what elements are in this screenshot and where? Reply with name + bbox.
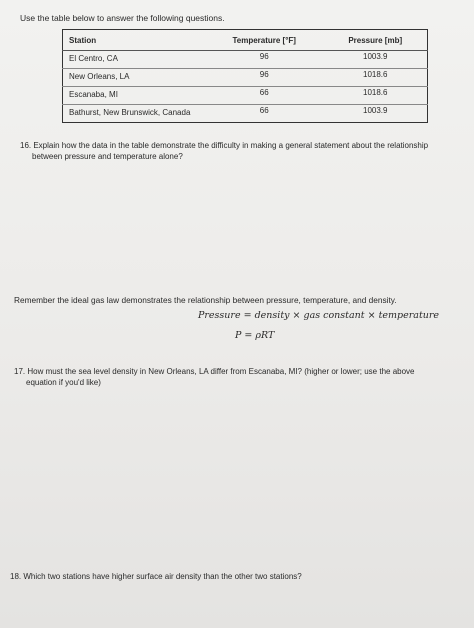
pressure-cell: 1018.6 (323, 69, 427, 87)
ideal-gas-law-note: Remember the ideal gas law demonstrates the relationship between pressure, temperature, and density. (14, 295, 397, 305)
station-cell: Escanaba, MI (63, 87, 206, 105)
question-16-line2: between pressure and temperature alone? (32, 152, 183, 161)
temperature-cell: 66 (205, 87, 323, 105)
question-17-line2: equation if you'd like) (26, 378, 101, 387)
station-cell: New Orleans, LA (63, 69, 206, 87)
station-cell: Bathurst, New Brunswick, Canada (63, 105, 206, 123)
table-row (63, 51, 428, 69)
ideal-gas-equation-words: Pressure = density × gas constant × temperature (198, 310, 440, 321)
pressure-cell: 1003.9 (323, 51, 427, 69)
temperature-cell: 66 (205, 105, 323, 123)
table-row (63, 69, 428, 87)
table-row (63, 87, 428, 105)
question-17 (14, 366, 464, 388)
ideal-gas-equation-symbols: P = ρRT (235, 330, 275, 341)
header-temperature: Temperature [°F] (205, 30, 323, 51)
question-17-line1: 17. How must the sea level density in New Orleans, LA differ from Escanaba, MI? (higher or lower; use the above (14, 367, 415, 376)
question-16-line1: 16. Explain how the data in the table demonstrate the difficulty in making a general statement about the relationship (20, 141, 429, 150)
pressure-cell: 1003.9 (323, 105, 427, 123)
temperature-cell: 96 (205, 51, 323, 69)
table-instructions: Use the table below to answer the following questions. (20, 13, 225, 23)
pressure-cell: 1018.6 (323, 87, 427, 105)
table-header-row (63, 30, 428, 51)
table-row (63, 105, 428, 123)
question-18: 18. Which two stations have higher surface air density than the other two stations? (10, 572, 302, 581)
question-16 (20, 140, 465, 162)
station-data-table (62, 29, 428, 123)
header-station: Station (63, 30, 206, 51)
header-pressure: Pressure [mb] (323, 30, 427, 51)
station-cell: El Centro, CA (63, 51, 206, 69)
temperature-cell: 96 (205, 69, 323, 87)
